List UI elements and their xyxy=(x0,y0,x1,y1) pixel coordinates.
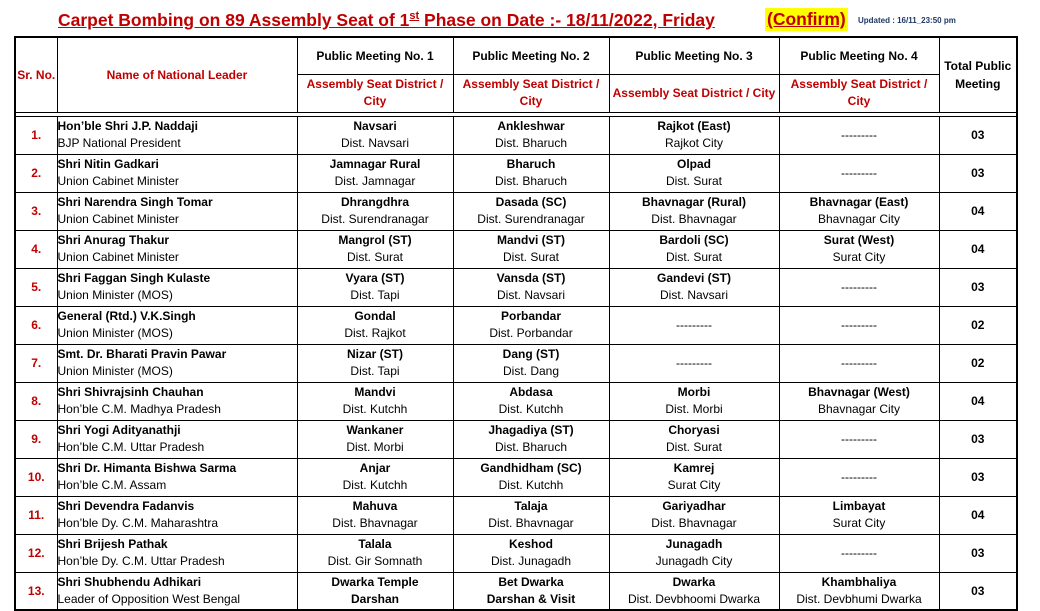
district-city: Dist. Morbi xyxy=(346,440,404,454)
leader-name: Shri Shivrajsinh Chauhan xyxy=(57,385,204,399)
meeting-4-cell xyxy=(779,382,939,420)
table-row xyxy=(15,306,1017,344)
row-serial: 7. xyxy=(15,344,57,382)
meeting-2-cell xyxy=(453,230,609,268)
leader-post: Hon’ble C.M. Assam xyxy=(57,478,167,492)
leader-cell xyxy=(57,192,297,230)
leader-cell xyxy=(57,230,297,268)
updated-timestamp: Updated : 16/11_23:50 pm xyxy=(858,16,956,25)
assembly-seat: Gandhidham (SC) xyxy=(480,461,582,475)
meeting-4-cell xyxy=(779,268,939,306)
assembly-seat: Nizar (ST) xyxy=(346,347,403,361)
leader-post: Hon’ble C.M. Madhya Pradesh xyxy=(57,402,221,416)
district-city: Dist. Junagadh xyxy=(490,554,572,568)
leader-post: Union Cabinet Minister xyxy=(57,250,179,264)
assembly-seat: --------- xyxy=(676,355,712,370)
assembly-seat: Gondal xyxy=(354,309,396,323)
meeting-4-cell xyxy=(779,192,939,230)
assembly-seat: Dwarka Temple xyxy=(331,574,419,589)
assembly-seat: --------- xyxy=(676,317,712,332)
header-seat-2: Assembly Seat District / City xyxy=(453,74,609,112)
district-city: Dist. Morbi xyxy=(665,402,723,416)
total-meetings: 04 xyxy=(939,496,1017,534)
leader-name: Shri Brijesh Pathak xyxy=(57,537,168,551)
total-meetings: 04 xyxy=(939,230,1017,268)
meeting-3-cell xyxy=(609,306,779,344)
meeting-1-cell xyxy=(297,230,453,268)
meeting-3-cell xyxy=(609,192,779,230)
assembly-seat: Gariyadhar xyxy=(662,499,726,513)
meeting-2-cell xyxy=(453,154,609,192)
meeting-3-cell xyxy=(609,534,779,572)
assembly-seat: Morbi xyxy=(677,385,711,399)
district-city: Bhavnagar City xyxy=(817,212,901,226)
meeting-2-cell xyxy=(453,306,609,344)
meeting-4-cell xyxy=(779,306,939,344)
meeting-2-cell xyxy=(453,420,609,458)
row-serial: 3. xyxy=(15,192,57,230)
table-body xyxy=(15,112,1017,610)
district-city: Dist. Surendranagar xyxy=(321,212,429,226)
meeting-4-cell xyxy=(779,154,939,192)
assembly-seat: Jhagadiya (ST) xyxy=(488,423,574,437)
leader-cell xyxy=(57,420,297,458)
district-city: Dist. Surat xyxy=(502,250,559,264)
total-meetings: 03 xyxy=(939,268,1017,306)
table-row xyxy=(15,572,1017,610)
assembly-seat: Surat (West) xyxy=(823,233,895,247)
leader-post: Union Cabinet Minister xyxy=(57,174,179,188)
leader-cell xyxy=(57,458,297,496)
assembly-seat: Bhavnagar (Rural) xyxy=(641,195,747,209)
meeting-2-cell xyxy=(453,382,609,420)
district-city: Dist. Bhavnagar xyxy=(488,516,574,530)
meeting-2-cell xyxy=(453,496,609,534)
row-serial: 8. xyxy=(15,382,57,420)
district-city: Dist. Kutchh xyxy=(498,478,564,492)
district-city: Dist. Surat xyxy=(665,174,722,188)
row-serial: 13. xyxy=(15,572,57,610)
meeting-3-cell xyxy=(609,458,779,496)
total-meetings: 03 xyxy=(939,420,1017,458)
assembly-seat: --------- xyxy=(841,317,877,332)
row-serial: 4. xyxy=(15,230,57,268)
assembly-seat: Bet Dwarka xyxy=(498,574,564,589)
meeting-1-cell xyxy=(297,572,453,610)
table-row xyxy=(15,382,1017,420)
meeting-1-cell xyxy=(297,344,453,382)
district-city: Dist. Rajkot xyxy=(344,326,406,340)
total-meetings: 03 xyxy=(939,116,1017,154)
leader-name: Shri Devendra Fadanvis xyxy=(57,499,195,513)
meeting-1-cell xyxy=(297,458,453,496)
assembly-seat: Dang (ST) xyxy=(502,347,560,361)
meeting-2-cell xyxy=(453,344,609,382)
meeting-3-cell xyxy=(609,572,779,610)
assembly-seat: Vyara (ST) xyxy=(345,271,405,285)
leader-cell xyxy=(57,496,297,534)
meeting-4-cell xyxy=(779,116,939,154)
leader-post: BJP National President xyxy=(57,136,181,150)
meeting-4-cell xyxy=(779,572,939,610)
confirm-badge: (Confirm) xyxy=(767,9,846,29)
meeting-2-cell xyxy=(453,116,609,154)
district-city: Dist. Jamnagar xyxy=(334,174,416,188)
header-leader: Name of National Leader xyxy=(57,37,297,112)
assembly-seat: Mandvi (ST) xyxy=(497,233,565,247)
district-city: Dist. Bharuch xyxy=(494,136,568,150)
leader-name: Hon’ble Shri J.P. Naddaji xyxy=(57,119,198,133)
assembly-seat: Bardoli (SC) xyxy=(659,233,729,247)
header-sr-no: Sr. No. xyxy=(15,37,57,112)
district-city: Dist. Dang xyxy=(502,364,560,378)
leader-post: Leader of Opposition West Bengal xyxy=(57,591,241,606)
assembly-seat: Wankaner xyxy=(346,423,404,437)
table-row xyxy=(15,534,1017,572)
header-seat-1: Assembly Seat District / City xyxy=(297,74,453,112)
meeting-1-cell xyxy=(297,268,453,306)
row-serial: 1. xyxy=(15,116,57,154)
table-row xyxy=(15,192,1017,230)
document-header xyxy=(0,4,1040,34)
district-city: Darshan & Visit xyxy=(486,591,576,606)
header-total: Total Public Meeting xyxy=(939,37,1017,112)
leader-cell xyxy=(57,268,297,306)
meeting-2-cell xyxy=(453,458,609,496)
meeting-3-cell xyxy=(609,382,779,420)
district-city: Dist. Navsari xyxy=(659,288,728,302)
district-city: Dist. Surat xyxy=(665,250,722,264)
meeting-1-cell xyxy=(297,192,453,230)
district-city: Dist. Tapi xyxy=(350,364,400,378)
leader-name: General (Rtd.) V.K.Singh xyxy=(57,309,196,323)
assembly-seat: Jamnagar Rural xyxy=(329,157,421,171)
assembly-seat: Anjar xyxy=(359,461,391,475)
leader-name: Shri Narendra Singh Tomar xyxy=(57,195,213,209)
district-city: Dist. Kutchh xyxy=(498,402,564,416)
assembly-seat: --------- xyxy=(841,545,877,560)
total-meetings: 03 xyxy=(939,154,1017,192)
table-row xyxy=(15,458,1017,496)
header-meeting-1: Public Meeting No. 1 xyxy=(297,37,453,74)
assembly-seat: --------- xyxy=(841,469,877,484)
assembly-seat: Limbayat xyxy=(832,499,886,513)
leader-cell xyxy=(57,534,297,572)
meeting-2-cell xyxy=(453,268,609,306)
total-meetings: 03 xyxy=(939,458,1017,496)
meeting-3-cell xyxy=(609,344,779,382)
assembly-seat: --------- xyxy=(841,127,877,142)
meeting-3-cell xyxy=(609,116,779,154)
table-row xyxy=(15,116,1017,154)
district-city: Dist. Gir Somnath xyxy=(327,554,423,568)
meeting-3-cell xyxy=(609,496,779,534)
table-row xyxy=(15,496,1017,534)
district-city: Surat City xyxy=(667,478,721,492)
district-city: Rajkot City xyxy=(664,136,723,150)
meeting-3-cell xyxy=(609,420,779,458)
assembly-seat: Dasada (SC) xyxy=(495,195,567,209)
table-row xyxy=(15,420,1017,458)
meeting-1-cell xyxy=(297,116,453,154)
assembly-seat: Talaja xyxy=(514,499,548,513)
assembly-seat: --------- xyxy=(841,279,877,294)
assembly-seat: --------- xyxy=(841,165,877,180)
leader-post: Union Minister (MOS) xyxy=(57,364,173,378)
meeting-2-cell xyxy=(453,192,609,230)
district-city: Dist. Bhavnagar xyxy=(651,212,737,226)
district-city: Dist. Bharuch xyxy=(494,440,568,454)
assembly-seat: Bharuch xyxy=(506,157,556,171)
assembly-seat: Olpad xyxy=(676,157,711,171)
leader-cell xyxy=(57,572,297,610)
leader-cell xyxy=(57,382,297,420)
leader-name: Shri Dr. Himanta Bishwa Sarma xyxy=(57,461,237,475)
header-meeting-4: Public Meeting No. 4 xyxy=(779,37,939,74)
total-meetings: 04 xyxy=(939,382,1017,420)
meeting-4-cell xyxy=(779,458,939,496)
assembly-seat: Mandvi xyxy=(354,385,396,399)
district-city: Darshan xyxy=(350,591,400,606)
table-row xyxy=(15,230,1017,268)
row-serial: 6. xyxy=(15,306,57,344)
leader-cell xyxy=(57,154,297,192)
assembly-seat: Gandevi (ST) xyxy=(656,271,731,285)
table-row xyxy=(15,344,1017,382)
district-city: Surat City xyxy=(832,250,886,264)
assembly-seat: Junagadh xyxy=(665,537,723,551)
district-city: Dist. Surat xyxy=(346,250,403,264)
assembly-seat: Rajkot (East) xyxy=(657,119,731,133)
leader-name: Shri Shubhendu Adhikari xyxy=(57,574,202,589)
header-meeting-3: Public Meeting No. 3 xyxy=(609,37,779,74)
meeting-3-cell xyxy=(609,230,779,268)
header-meeting-2: Public Meeting No. 2 xyxy=(453,37,609,74)
row-serial: 2. xyxy=(15,154,57,192)
district-city: Surat City xyxy=(832,516,886,530)
leader-post: Union Minister (MOS) xyxy=(57,288,173,302)
row-serial: 11. xyxy=(15,496,57,534)
assembly-seat: --------- xyxy=(841,355,877,370)
district-city: Dist. Kutchh xyxy=(342,402,408,416)
leader-name: Shri Anurag Thakur xyxy=(57,233,170,247)
total-meetings: 03 xyxy=(939,572,1017,610)
meeting-2-cell xyxy=(453,572,609,610)
meeting-3-cell xyxy=(609,268,779,306)
meeting-4-cell xyxy=(779,496,939,534)
table-header xyxy=(15,37,1017,112)
meeting-2-cell xyxy=(453,534,609,572)
leader-post: Hon’ble Dy. C.M. Maharashtra xyxy=(57,516,218,530)
leader-name: Shri Faggan Singh Kulaste xyxy=(57,271,211,285)
assembly-seat: Keshod xyxy=(508,537,553,551)
leader-post: Union Minister (MOS) xyxy=(57,326,173,340)
leader-cell xyxy=(57,344,297,382)
leader-cell xyxy=(57,116,297,154)
schedule-table xyxy=(14,36,1018,611)
assembly-seat: Talala xyxy=(358,537,392,551)
district-city: Dist. Kutchh xyxy=(342,478,408,492)
district-city: Dist. Navsari xyxy=(496,288,565,302)
assembly-seat: Vansda (ST) xyxy=(496,271,566,285)
row-serial: 12. xyxy=(15,534,57,572)
total-meetings: 04 xyxy=(939,192,1017,230)
district-city: Dist. Devbhoomi Dwarka xyxy=(627,591,761,606)
row-serial: 9. xyxy=(15,420,57,458)
header-seat-4: Assembly Seat District / City xyxy=(779,74,939,112)
assembly-seat: Choryasi xyxy=(668,423,720,437)
district-city: Dist. Devbhumi Dwarka xyxy=(796,591,922,606)
district-city: Dist. Tapi xyxy=(350,288,400,302)
district-city: Dist. Porbandar xyxy=(489,326,573,340)
meeting-1-cell xyxy=(297,534,453,572)
district-city: Dist. Bharuch xyxy=(494,174,568,188)
meeting-4-cell xyxy=(779,420,939,458)
assembly-seat: Bhavnagar (East) xyxy=(809,195,909,209)
meeting-1-cell xyxy=(297,496,453,534)
assembly-seat: Porbandar xyxy=(500,309,561,323)
assembly-seat: Khambhaliya xyxy=(821,574,897,589)
assembly-seat: Dhrangdhra xyxy=(340,195,409,209)
leader-post: Union Cabinet Minister xyxy=(57,212,179,226)
table-row xyxy=(15,154,1017,192)
leader-post: Hon’ble C.M. Uttar Pradesh xyxy=(57,440,205,454)
meeting-3-cell xyxy=(609,154,779,192)
total-meetings: 02 xyxy=(939,306,1017,344)
header-seat-3: Assembly Seat District / City xyxy=(609,74,779,112)
leader-cell xyxy=(57,306,297,344)
assembly-seat: Kamrej xyxy=(673,461,715,475)
meeting-4-cell xyxy=(779,230,939,268)
assembly-seat: Bhavnagar (West) xyxy=(808,385,910,399)
district-city: Dist. Bhavnagar xyxy=(332,516,418,530)
meeting-1-cell xyxy=(297,306,453,344)
row-serial: 5. xyxy=(15,268,57,306)
district-city: Bhavnagar City xyxy=(817,402,901,416)
assembly-seat: Mangrol (ST) xyxy=(338,233,412,247)
leader-post: Hon’ble Dy. C.M. Uttar Pradesh xyxy=(57,554,225,568)
leader-name: Smt. Dr. Bharati Pravin Pawar xyxy=(57,347,227,361)
table-row xyxy=(15,268,1017,306)
district-city: Dist. Surat xyxy=(665,440,722,454)
district-city: Dist. Surendranagar xyxy=(477,212,585,226)
meeting-1-cell xyxy=(297,420,453,458)
meeting-1-cell xyxy=(297,154,453,192)
district-city: Junagadh City xyxy=(655,554,733,568)
leader-name: Shri Nitin Gadkari xyxy=(57,157,159,171)
assembly-seat: Ankleshwar xyxy=(497,119,565,133)
total-meetings: 03 xyxy=(939,534,1017,572)
assembly-seat: Mahuva xyxy=(352,499,398,513)
assembly-seat: --------- xyxy=(841,431,877,446)
row-serial: 10. xyxy=(15,458,57,496)
document-title: Carpet Bombing on 89 Assembly Seat of 1st Phase on Date :- 18/11/2022, Friday xyxy=(58,10,715,30)
meeting-4-cell xyxy=(779,534,939,572)
meeting-4-cell xyxy=(779,344,939,382)
total-meetings: 02 xyxy=(939,344,1017,382)
district-city: Dist. Bhavnagar xyxy=(651,516,737,530)
assembly-seat: Dwarka xyxy=(672,574,716,589)
assembly-seat: Navsari xyxy=(353,119,397,133)
assembly-seat: Abdasa xyxy=(509,385,553,399)
leader-name: Shri Yogi Adityanathji xyxy=(57,423,181,437)
district-city: Dist. Navsari xyxy=(340,136,409,150)
meeting-1-cell xyxy=(297,382,453,420)
